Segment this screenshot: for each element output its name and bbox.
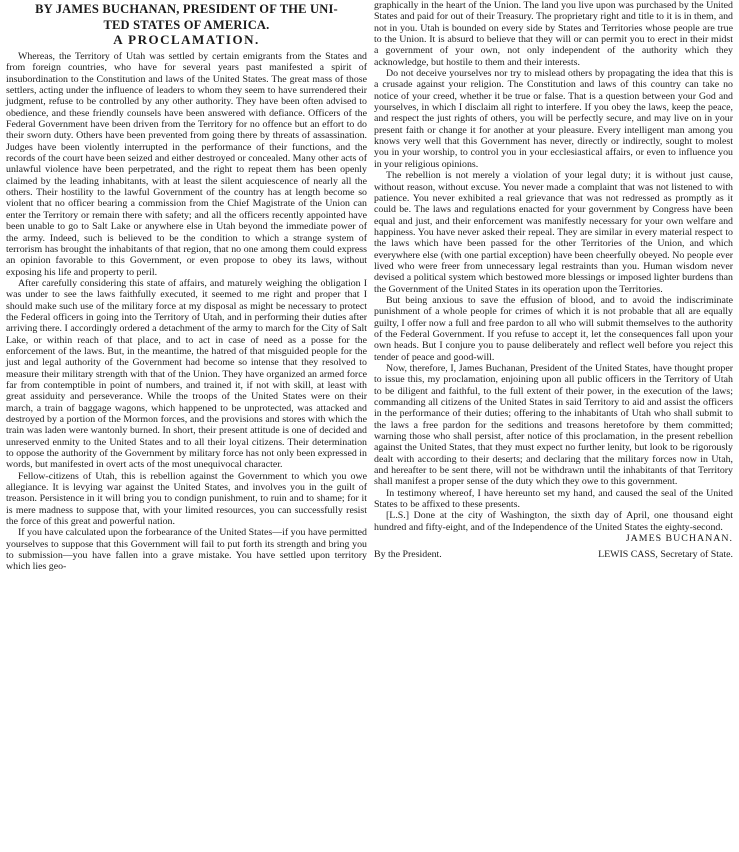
body-paragraph: Fellow-citizens of Utah, this is rebellion against the Government to which you owe allegiance. It is levying war against the United States, and involves you in the guilt of treason. Persistence in it will bring you to condign punishment, to ruin and to shame; for it is mere madness to suppose that, with your limited resources, you can successfully resist the force of this great and powerful nation. <box>6 470 367 528</box>
right-column <box>374 0 733 561</box>
body-paragraph: If you have calculated upon the forbearance of the United States—if you have permitted yourselves to suppose that this Government will fail to put forth its strength and bring you to submission—you have fallen into a grave mistake. You have settled upon territory which lies geo- <box>6 527 367 573</box>
body-paragraph: graphically in the heart of the Union. The land you live upon was purchased by the United States and paid for out of their Treasury. The proprietary right and title to it is in them, and not in you. Utah is bounded on every side by States and Territories whose people are true to the Union. It is absurd to believe that they will or can permit you to erect in their midst a government of your own, not only independent of the authority which they acknowledge, but hostile to them and their interests. <box>374 0 733 68</box>
proclamation-heading-line1: BY JAMES BUCHANAN, PRESIDENT OF THE UNI- <box>35 2 338 16</box>
body-paragraph: [L.S.] Done at the city of Washington, the sixth day of April, one thousand eight hundred and fifty-eight, and of the Independence of the United States the eighty-second. <box>374 510 733 533</box>
footer-by-president: By the President. <box>374 548 442 560</box>
signature: JAMES BUCHANAN. <box>625 533 733 545</box>
body-paragraph: Whereas, the Territory of Utah was settled by certain emigrants from the States and from foreign countries, who have for several years past manifested a spirit of insubordination to the Constitution and laws of the United States. The great mass of those settlers, acting under the influence of leaders to whom they seem to have surrendered their judgment, refuse to be controlled by any other authority. They have been often advised to obedience, and these friendly counsels have been answered with defiance. Officers of the Federal Government have been driven from the Territory for no offence but an effort to do their sworn duty. Others have been prevented from going there by threats of assassination. Judges have been violently interrupted in the performance of their functions, and the records of the court have been seized and either destroyed or concealed. Many other acts of unlawful violence have been perpetrated, and the right to repeat them has been openly claimed by the leading inhabitants, with at least the silent acquiescence of nearly all the others. Their hostility to the lawful Government of the country has at length become so violent that no officer bearing a commission from the Chief Magistrate of the Union can enter the Territory or remain there with safety; and all the officers recently appointed have been unable to go to Salt Lake or anywhere else in Utah beyond the immediate power of the army. Indeed, such is believed to be the condition to which a strange system of terrorism has brought the inhabitants of that region, that no one among them could express an opinion favorable to this Government, or even propose to obey its laws, without exposing his life and property to peril. <box>6 51 367 278</box>
body-paragraph: After carefully considering this state of affairs, and maturely weighing the obligation I was under to see the laws faithfully executed, it seemed to me right and proper that I should make such use of the military force at my disposal as might be necessary to protect the Federal officers in going into the Territory of Utah, and in performing their duties after arriving there. I accordingly ordered a detachment of the army to march for the City of Salt Lake, or within reach of that place, and to act in case of need as a posse for the enforcement of the laws. But, in the meantime, the hatred of that misguided people for the just and legal authority of the Government had become so intense that they resolved to measure their military strength with that of the Union. They have organized an armed force far from contemptible in point of numbers, and trained it, if not with skill, at least with great assiduity and perseverance. While the troops of the United States were on their march, a train of baggage wagons, which happened to be unprotected, was attacked and destroyed by a portion of the Mormon forces, and the provisions and stores with which the train was laden were wantonly burned. In short, their present attitude is one of decided and unreserved enmity to the United States and to all their loyal citizens. Their determination to oppose the authority of the Government by military force has not only been expressed in words, but manifested in overt acts of the most unequivocal character. <box>6 277 367 471</box>
body-paragraph: The rebellion is not merely a violation of your legal duty; it is without just cause, without reason, without excuse. You never made a complaint that was not listened to with patience. You never exhibited a real grievance that was not redressed as promptly as it could be. The laws and regulations enacted for your government by Congress have been equal and just, and their enforcement was manifestly necessary for your own welfare and happiness. You have never asked their repeal. They are similar in every material respect to the laws which have been passed for the other Territories of the Union, and which everywhere else (with one partial exception) have been cheerfully obeyed. No people ever lived who were freer from unnecessary legal restraints than you. Human wisdom never devised a political system which bestowed more blessings or imposed lighter burdens than the Government of the United States in its operation upon the Territories. <box>374 170 733 295</box>
body-paragraph: Do not deceive yourselves nor try to mislead others by propagating the idea that this is a crusade against your religion. The Constitution and laws of this country can take no notice of your creed, whether it be true or false. That is a question between your God and yourselves, in which I disclaim all right to interfere. If you obey the laws, keep the peace, and respect the just rights of others, you will be perfectly secure, and may live on in your present faith or change it for another at your pleasure. Every intelligent man among you knows very well that this Government has never, directly or indirectly, sought to molest you in your worship, to control you in your ecclesiastical affairs, or even to influence you in your religious opinions. <box>374 68 733 170</box>
body-paragraph: Now, therefore, I, James Buchanan, President of the United States, have thought proper to issue this, my proclamation, enjoining upon all public officers in the Territory of Utah to be diligent and faithful, to the full extent of their power, in the execution of the laws; commanding all citizens of the United States in said Territory to aid and assist the officers in the performance of their duties; offering to the inhabitants of Utah who shall submit to the laws a free pardon for the seditions and treasons heretofore by them committed; warning those who shall persist, after notice of this proclamation, in the present rebellion against the United States, that they must expect no further lenity, but look to be rigorously dealt with according to their deserts; and declaring that the military forces now in Utah, and hereafter to be sent there, will not be withdrawn until the inhabitants of that Territory shall manifest a proper sense of the duty which they owe to this government. <box>374 363 733 488</box>
body-paragraph: But being anxious to save the effusion of blood, and to avoid the indiscriminate punishment of a whole people for crimes of which it is not probable that all are equally guilty, I offer now a full and free pardon to all who will submit themselves to the authority of the Federal Government. If you refuse to accept it, let the consequences fall upon your own heads. But I conjure you to pause deliberately and reflect well before you reject this tender of peace and good-will. <box>374 294 733 363</box>
proclamation-heading-line2: TED STATES OF AMERICA. <box>103 18 270 32</box>
body-paragraph: In testimony whereof, I have hereunto set my hand, and caused the seal of the United States to be affixed to these presents. <box>374 487 733 511</box>
left-column <box>6 0 367 573</box>
proclamation-title: A PROCLAMATION. <box>113 32 260 47</box>
attestation-footer <box>374 549 733 561</box>
footer-secretary: LEWIS CASS, Secretary of State. <box>598 548 733 560</box>
